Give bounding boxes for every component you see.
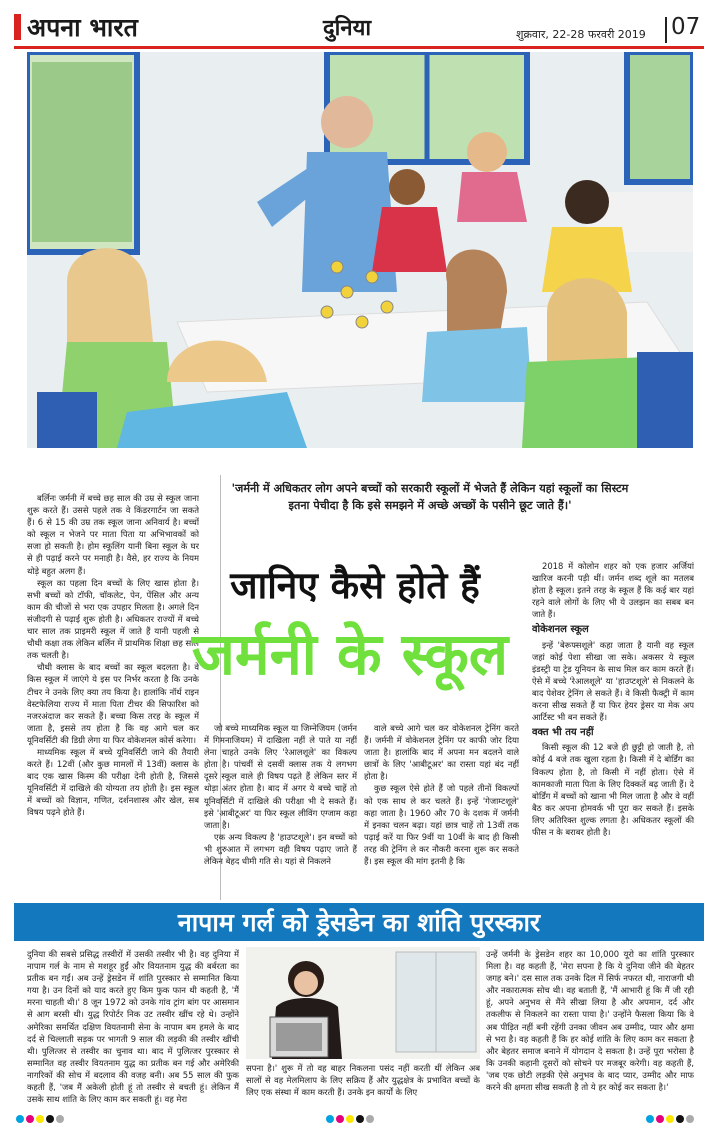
page-divider (665, 17, 667, 43)
article-column-1 (27, 492, 199, 898)
classroom-photo (27, 52, 693, 448)
article-paragraph: स्कूल का पहला दिन बच्चों के लिए खास होता है। सभी बच्चों को टॉफी, चॉकलेट, पेन, पेंसिल और अन्य काम की चीजों से भरा एक उपहार मिलता है। अगले दिन संजीदगी से पढ़ाई शुरू होती है। अधिकतर राज्यों में बच्चे चार साल तक प्राइमरी स्कूल में जाते हैं यानी पहली से चौथी कक्षा तक लेकिन बर्लिन में प्राथमिक शिक्षा छह साल तक चलती है। (27, 577, 199, 661)
brand-name: अपना भारत (27, 13, 138, 42)
issue-date: शुक्रवार, 22-28 फरवरी 2019 (516, 28, 646, 41)
article-paragraph: किसी स्कूल की 12 बजे ही छुट्टी हो जाती है, तो कोई 4 बजे तक खुला रहता है। किसी में दे बोर्डिंग का विकल्प होता है, तो किसी में नहीं होता। ऐसे में कामकाजी माता पिता के लिए दिक्कतें बढ़ जाती हैं। दे बोर्डिंग में बच्चों को खाना भी मिल जाता है और वे वहीं बैठ कर अपना होमवर्क भी पूरा कर सकते हैं। इसके लिए अतिरिक्त शुल्क लगता है। अधिकतर स्कूलों की फीस न के बराबर होती है। (532, 742, 694, 837)
article-paragraph: दुनिया की सबसे प्रसिद्ध तस्वीरों में उसकी तस्वीर भी है। वह दुनिया में नापाम गर्ल के नाम से मशहूर हुईं और वियतनाम युद्ध की बर्बरता का प्रतीक बन गईं। अब उन्हें ड्रेसडेन में शांति पुरस्कार से सम्मानित किया गया है। उन दिनों को याद करते हुए किम फुक फान थी कहती है, 'मैं मरना चाहती थी।' 8 जून 1972 को उनके गांव ट्रांग बांग पर आसमान से आग बरसी थी। युद्ध रिपोर्टर निक उट तस्वीर खींच रहे थे। उन्होंने अमेरिका समर्थित दक्षिण वियतनामी सेना के नापाम बम हमले के बाद दर्द से चिल्लाती सड़क पर भागती 9 साल की लड़की की तस्वीर खींची थी। पुलित्जर से तस्वीर का चुनाव था। बाद में पुलित्जर पुरस्कार से सम्मानित वह तस्वीर वियतनाम युद्ध का प्रतीक बन गई और अमेरिकी नागरिकों की सोच में बदलाव की वजह बनी। अब 55 साल की फुक कहती हैं, 'जब मैं अकेली होती हूं तो तस्वीर से बचती हूं। लेकिन मैं उसके साथ शांति के लिए काम कर सकती हूं। वह मेरा (27, 949, 239, 1105)
article-paragraph: माध्यमिक स्कूल में बच्चे यूनिवर्सिटी जाने की तैयारी करते हैं। 12वीं (और कुछ मामलों में 13वीं) क्लास के बाद एक खास किस्म की परीक्षा देनी होती है, जिससे यूनिवर्सिटी में दाखिले की योग्यता तय होती है। इस स्कूल में बच्चों को विज्ञान, गणित, दर्शनशास्त्र और खेल, सब विषय पढ़ने होते हैं। (27, 746, 199, 818)
story2-column-right (486, 948, 694, 1108)
article-paragraph: उन्हें जर्मनी के ड्रेसडेन शहर का 10,000 यूरो का शांति पुरस्कार मिला है। वह कहती हैं, 'मेरा सपना है कि ये दुनिया जीने की बेहतर जगह बने।' दस साल तक उनके दिल में सिर्फ नफरत थी, नाराजगी थी और नकारात्मक सोच थी। वह बताती हैं, 'मैं आभारी हूं कि मैं जी रही हूं, अपने अनुभव से मैंने सीखा लिया है और अपमान, दर्द और तकलीफ से निकलने का रास्ता पाया है।' उन्होंने फैसला किया कि वे अब पीड़ित नहीं बनी रहेंगी उनका जीवन अब उम्मीद, प्यार और क्षमा से भरा है। वह कहती हैं कि हर कोई शांति के लिए काम कर सकता है और बेहतर समाज बनाने में योगदान दे सकता है। उन्हें पूरा भरोसा है कि उनकी कहानी दूसरों को सोचने पर मजबूर करेगी। वह कहती हैं, 'जब एक छोटी लड़की ऐसे अनुभव के बाद प्यार, उम्मीद और माफ करने की क्षमता सीख सकती है तो ये हर कोई कर सकता है।' (486, 949, 694, 1093)
story2-column-middle (246, 1062, 480, 1108)
article-column-4 (532, 560, 694, 902)
subheading: वोकेशनल स्कूल (532, 624, 589, 636)
article-paragraph: एक अन्य विकल्प है 'हाउप्टशूले'। इन बच्चों को भी शुरुआत में लगभग वही विषय पढ़ाए जाते हैं लेकिन बेहद धीमी गति से। यहां से निकलने (204, 831, 357, 867)
article-paragraph: कुछ स्कूल ऐसे होते हैं जो पहले तीनों विकल्पों को एक साथ ले कर चलते हैं। इन्हें 'गेजाम्टशूले' कहा जाता है। 1960 और 70 के दशक में जर्मनी में इनका चलन बढ़ा। यहां छात्र चाहें तो 13वीं तक पढ़ाई करें या फिर 9वीं या 10वीं के बाद ही किसी तरह की ट्रेनिंग ले कर नौकरी करना शुरू कर सकते हैं। इस स्कूल की मांग इतनी है कि (364, 783, 519, 867)
article-paragraph: वाले बच्चे आगे चल कर वोकेशनल ट्रेनिंग करते हैं। जर्मनी में वोकेशनल ट्रेनिंग पर काफी जोर दिया जाता है। हालांकि बाद में अपना मन बदलने वाले छात्रों के लिए 'आबीटूअर' का रास्ता यहां बंद नहीं होता है। (364, 723, 519, 782)
article-paragraph: इन्हें 'बेरूफ्सशूले' कहा जाता है यानी वह स्कूल जहां कोई पेशा सीखा जा सके। अकसर ये स्कूल इंडस्ट्री या ट्रेड यूनियन के साथ मिल कर काम करते हैं। ऐसे में बच्चे 'रेआलशूले' या 'हाउप्टशूले' से निकलने के बाद पेशेवर ट्रेनिंग ले सकते हैं। वे किसी फैक्ट्री में काम करना सीख सकते हैं या फिर हेयर ड्रेसर या मेक अप आर्टिस्ट भी बन सकते हैं। (532, 639, 694, 723)
story2-column-left (27, 948, 239, 1108)
print-registration-marks (0, 1112, 717, 1126)
article-paragraph: जो बच्चे माध्यमिक स्कूल या जिम्नेजियम (जर्मन में गिमनाजियम) में दाखिला नहीं ले पाते या नहीं लेना चाहते उनके लिए 'रेआलशूले' का विकल्प होता है। पांचवीं से दसवीं क्लास तक ये लगभग दूसरे स्कूल वाले ही विषय पढ़ते हैं लेकिन स्तर में थोड़ा अंतर होता है। बाद में अगर ये बच्चे चाहें तो यूनिवर्सिटी में दाखिले की परीक्षा भी दे सकते हैं। इसे 'आबीटूअर' या फिर स्कूल लीविंग एग्जाम कहा जाता है। (204, 723, 357, 830)
subheading: वक्त भी तय नहीं (532, 727, 594, 739)
pull-quote: 'जर्मनी में अधिकतर लोग अपने बच्चों को सरकारी स्कूलों में भेजते हैं लेकिन यहां स्कूलों का सिस्टम इतना पेचीदा है कि इसे समझने में अच्छे अच्छों के पसीने छूट जाते हैं।' (231, 482, 629, 512)
kim-phuc-photo (246, 947, 480, 1059)
headline: जर्मनी के स्कूल (191, 620, 509, 688)
article-paragraph: 2018 में कोलोन शहर को एक हजार अर्जियां खारिज करनी पड़ी थीं। जर्मन शब्द शूले का मतलब होता है स्कूल। इतने तरह के स्कूल हैं कि कई बार यहां रहने वाले लोगों के लिए भी ये उलझन का सबब बन जाते हैं। (532, 561, 694, 620)
brand-bar (14, 14, 21, 40)
article-column-3 (364, 722, 519, 902)
article-paragraph: बर्लिनः जर्मनी में बच्चे छह साल की उम्र से स्कूल जाना शुरू करते हैं। उससे पहले तक वे किंडरगार्टन जा सकते हैं। 6 से 15 की उम्र तक स्कूल जाना अनिवार्य है। बच्चों को स्कूल न भेजने पर माता पिता या अभिभावकों को सजा हो सकती है। होम स्कूलिंग यानी बिना स्कूल के घर से ही पढ़ाई करने पर मनाही है। वैसे, हर राज्य के नियम थोड़े बहुत अलग हैं। (27, 493, 199, 576)
article-column-2 (204, 722, 357, 902)
article-paragraph: सपना है।' शुरू में तो वह बाहर निकलना पसंद नहीं करती थीं लेकिन अब सालों से वह मेलमिलाप के लिए सक्रिय हैं और युद्धक्षेत्र के प्रभावित बच्चों के लिए एक संस्था में काम करती हैं। उनके इन कार्यों के लिए (246, 1063, 480, 1098)
section-title: दुनिया (323, 16, 372, 41)
headline-kicker: जानिए कैसे होते हैं (230, 564, 480, 607)
page-number: 07 (671, 14, 701, 40)
header-rule (14, 46, 704, 49)
story-title: नापाम गर्ल को ड्रेसडेन का शांति पुरस्कार (177, 908, 541, 937)
article-paragraph: चौथी क्लास के बाद बच्चों का स्कूल बदलता है। वे किस स्कूल में जाएंगे ये इस पर निर्भर करता है कि उनके टीचर ने उनके लिए क्या तय किया है। हालांकि नॉर्थ राइन वेस्टफेलिया राज्य में माता पिता टीचर की सिफारिश को नजरअंदाज कर सकते हैं। बच्चा किस तरह के स्कूल में जाता है, इससे तय होता है कि वह आगे चल कर यूनिवर्सिटी की डिग्री लेगा या फिर वोकेशनल कोर्स करेगा। (27, 662, 199, 745)
